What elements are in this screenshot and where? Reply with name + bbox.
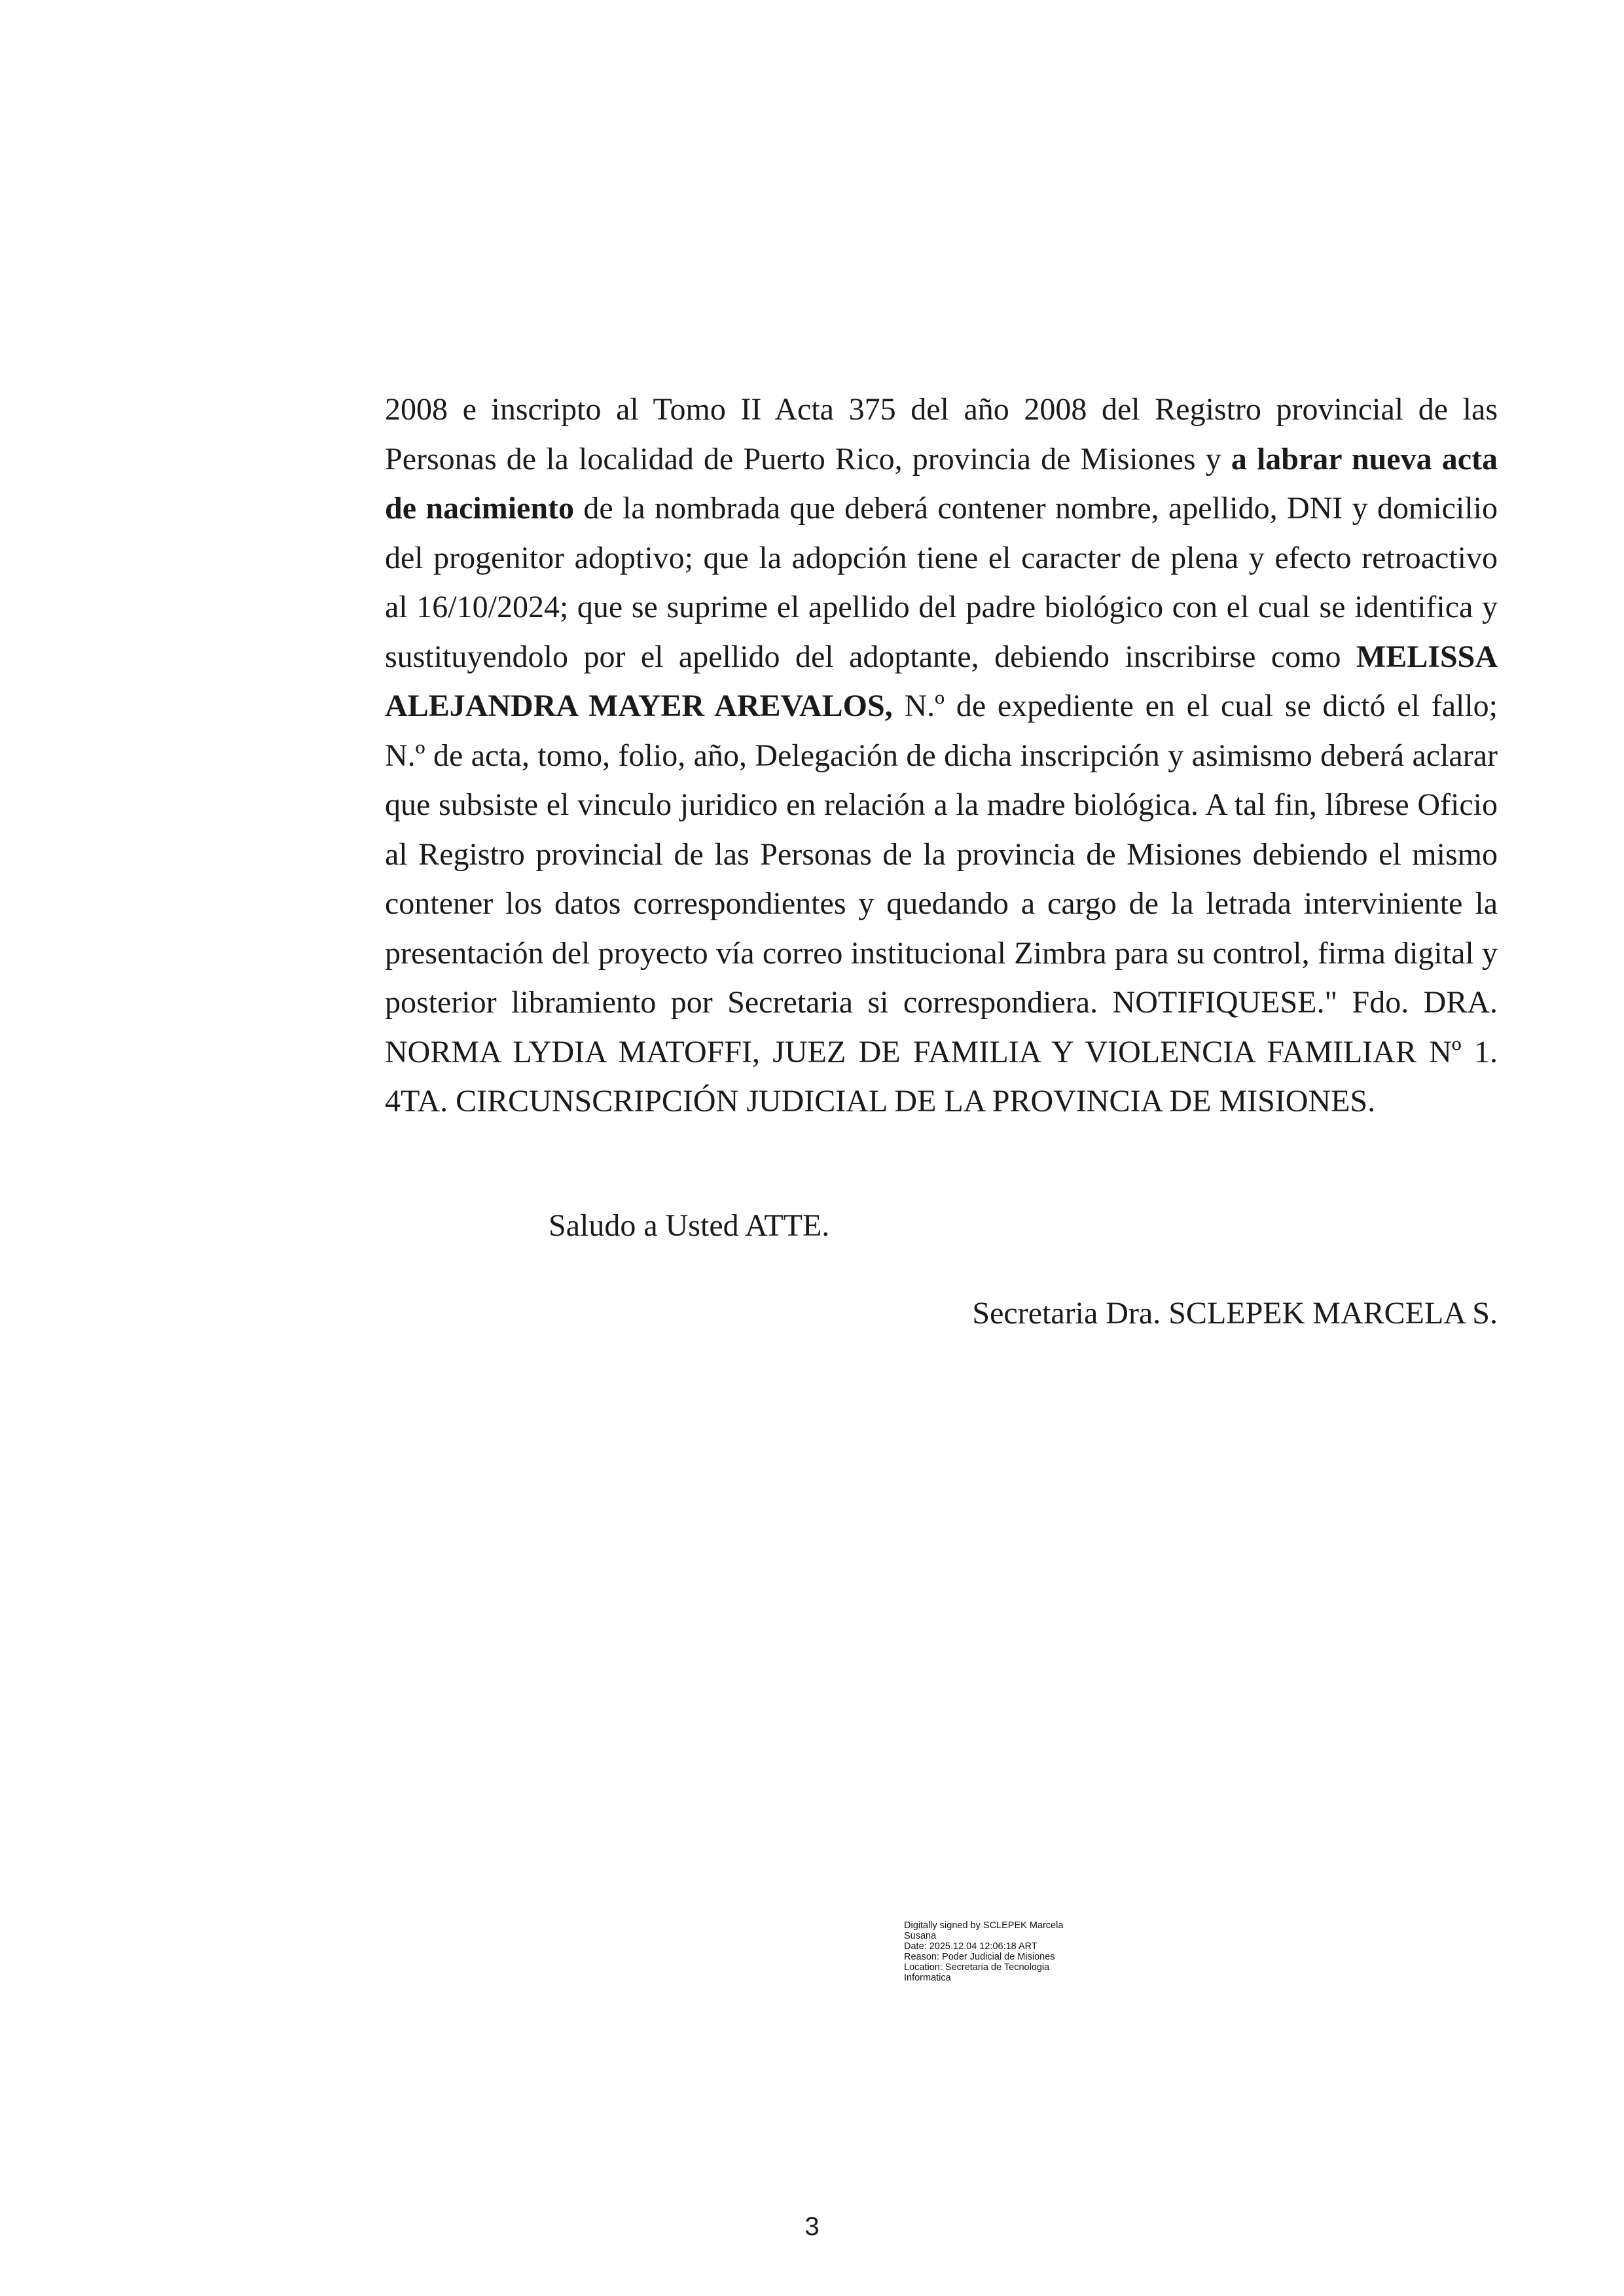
body-text-segment-3: N.º de expediente en el cual se dictó el fallo; N.º de acta, tomo, folio, año, Delegación de dicha inscripción y asimismo deberá aclarar que subsiste el vinculo juridico en relación a la madre biológica. A tal fin, líbrese Oficio al Registro provincial de las Personas de la provincia de Misiones debiendo el mismo contener los datos correspondientes y quedando a cargo de la letrada interviniente la presentación del proyecto vía correo institucional Zimbra para su control, firma digital y posterior libramiento por Secretaria si correspondiera. NOTIFIQUESE." Fdo. DRA. NORMA LYDIA MATOFFI, JUEZ DE FAMILIA Y VIOLENCIA FAMILIAR Nº 1. 4TA. CIRCUNSCRIPCIÓN JUDICIAL DE LA PROVINCIA DE MISIONES. — [385, 689, 1498, 1119]
signature-line: Informatica — [904, 1973, 951, 1983]
body-text-segment-2: de la nombrada que deberá contener nombre, apellido, DNI y domicilio del progenitor adoptivo; que la adopción tiene el caracter de plena y efecto retroactivo al 16/10/2024; que se suprime el apellido del padre biológico con el cual se identifica y sustituyendolo por el apellido del adoptante, debiendo inscribirse como — [385, 491, 1498, 674]
signature-line: Location: Secretaria de Tecnologia — [904, 1962, 1050, 1973]
body-text-segment-1: 2008 e inscripto al Tomo II Acta 375 del año 2008 del Registro provincial de las Personas de la localidad de Puerto Rico, provincia de Misiones y — [385, 392, 1498, 476]
body-bold-labrar-acta: a labrar nueva acta de nacimiento — [385, 441, 1498, 526]
page-number: 3 — [804, 2212, 820, 2241]
signature-line: Susana — [904, 1931, 937, 1941]
closing-salutation: Saludo a Usted ATTE. — [549, 1208, 830, 1243]
digital-signature-block — [904, 1920, 1127, 1983]
signature-line: Date: 2025.12.04 12:06:18 ART — [904, 1941, 1038, 1952]
signer-name: Secretaria Dra. SCLEPEK MARCELA S. — [972, 1296, 1498, 1331]
signature-line: Digitally signed by SCLEPEK Marcela — [904, 1920, 1064, 1931]
signature-line: Reason: Poder Judicial de Misiones — [904, 1952, 1055, 1962]
body-bold-full-name: MELISSA ALEJANDRA MAYER AREVALOS, — [385, 639, 1498, 723]
body-paragraph — [385, 385, 1498, 1126]
